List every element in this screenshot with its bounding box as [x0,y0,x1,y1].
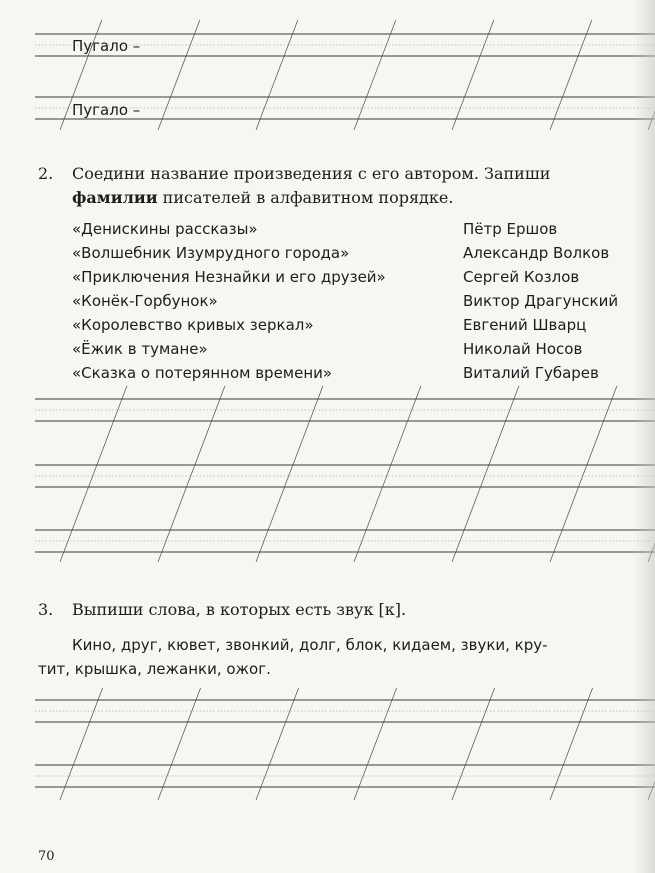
author-name: Николай Носов [463,340,583,358]
task-2-number: 2. [38,164,54,183]
slant-line [550,688,593,800]
scarecrow-line-2: Пугало – [72,101,141,119]
slant-line [158,688,201,800]
author-name: Александр Волков [463,244,610,262]
slant-line [550,386,617,562]
work-title: «Конёк-Горбунок» [72,292,218,310]
task-2-instruction-rest: писателей в алфавитном порядке. [157,188,454,207]
slant-line [354,386,421,562]
page-number: 70 [38,849,55,864]
work-title: «Волшебник Изумрудного города» [72,244,350,262]
task-3-words-line2: тит, крышка, лежанки, ожог. [38,660,271,678]
slant-line [354,688,397,800]
author-name: Евгений Шварц [463,316,587,334]
slant-line [452,386,519,562]
slant-line [550,20,592,130]
slant-line [60,688,103,800]
task-3-instruction: Выпиши слова, в которых есть звук [к]. [72,600,407,619]
author-name: Виталий Губарев [463,364,599,382]
slant-line [256,688,299,800]
scarecrow-line-1: Пугало – [72,37,141,55]
work-title: «Приключения Незнайки и его друзей» [72,268,386,286]
slant-line [452,20,494,130]
work-title: «Сказка о потерянном времени» [72,364,333,382]
slant-line [452,688,495,800]
work-title: «Ёжик в тумане» [72,340,208,358]
slant-line [256,386,323,562]
slant-line [60,386,127,562]
slant-line [256,20,298,130]
task-3-number: 3. [38,600,54,619]
task-3-words-line1: Кино, друг, кювет, звонкий, долг, блок, кидаем, звуки, кру- [72,636,548,654]
task-2-instruction-line2 [72,188,453,207]
binding-shadow [633,0,655,873]
author-name: Сергей Козлов [463,268,580,286]
task-2-bold-word: фамилии [72,188,158,207]
author-name: Виктор Драгунский [463,292,619,310]
author-name: Пётр Ершов [463,220,558,238]
work-title: «Королевство кривых зеркал» [72,316,314,334]
slant-line [158,20,200,130]
work-title: «Денискины рассказы» [72,220,258,238]
slant-line [158,386,225,562]
slant-line [354,20,396,130]
task-2-instruction-line1: Соедини название произведения с его автором. Запиши [72,164,551,183]
